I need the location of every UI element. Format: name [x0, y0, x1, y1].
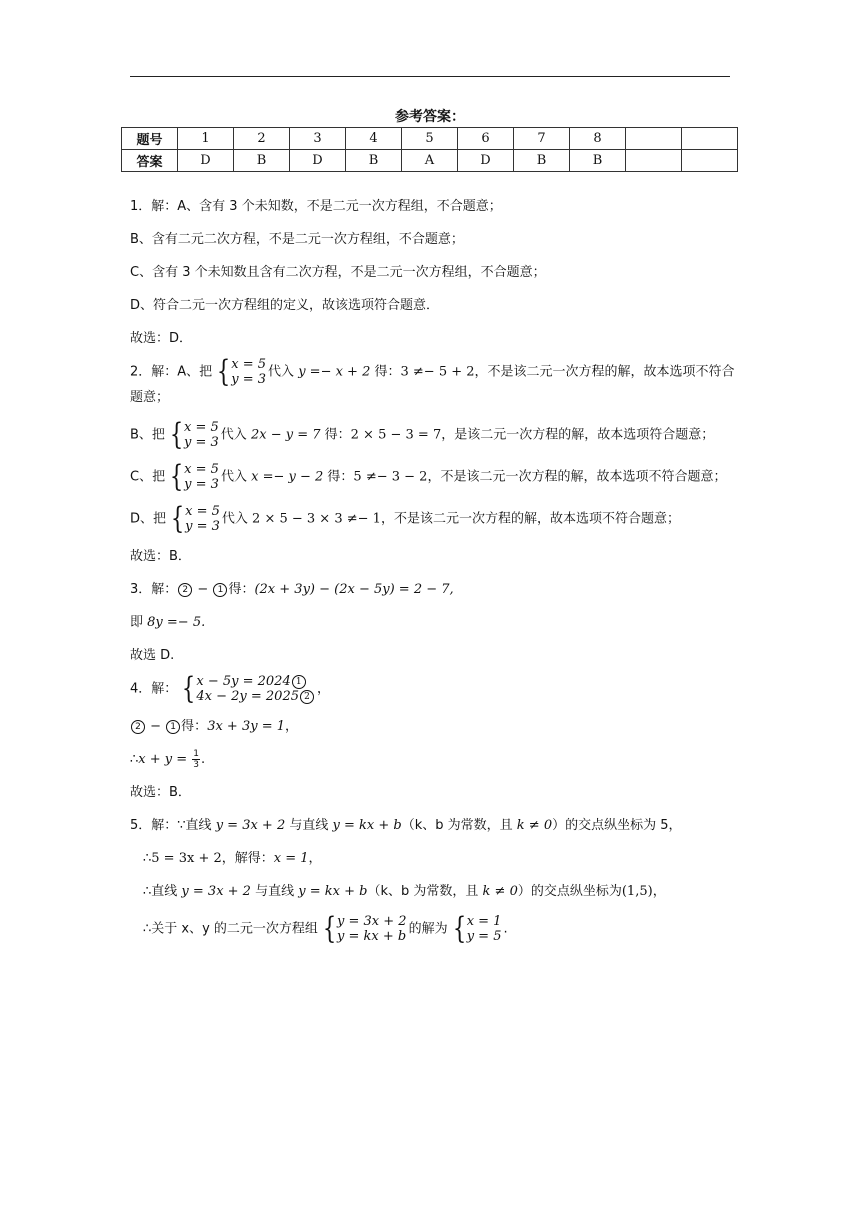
table-cell: 8 — [570, 128, 626, 150]
table-cell: A — [402, 150, 458, 172]
s4-line-1: 4．解： { x − 5y = 2024 1 4x − 2y = 2025 2 ， — [130, 671, 331, 706]
table-cell — [682, 150, 738, 172]
equation-system: { x = 5 y = 3 — [169, 417, 219, 452]
table-cell: D — [178, 150, 234, 172]
row-label-answer: 答案 — [122, 150, 178, 172]
equation-system: { x = 5 y = 3 — [169, 459, 219, 494]
table-cell: D — [458, 150, 514, 172]
s1-line-3: C、含有 3 个未知数且含有二次方程，不是二元一次方程组，不合题意； — [130, 265, 546, 280]
table-cell: B — [570, 150, 626, 172]
row-label-number: 题号 — [122, 128, 178, 150]
table-cell: B — [346, 150, 402, 172]
table-cell: 1 — [178, 128, 234, 150]
table-cell: 7 — [514, 128, 570, 150]
equation-system: { x − 5y = 2024 1 4x − 2y = 2025 2 — [179, 674, 315, 704]
s5-line-2: ∴5 = 3x + 2，解得：x = 1， — [143, 851, 322, 866]
s3-line-1: 3．解： 2 − 1 得：(2x + 3y) − (2x − 5y) = 2 − 7, — [130, 582, 454, 597]
s3-conclusion: 故选 D. — [130, 648, 175, 663]
solutions — [130, 196, 735, 956]
table-cell — [626, 150, 682, 172]
circled-number: 2 — [131, 720, 145, 734]
s2-option-d: D、把 { x = 5 y = 3 代入 2 × 5 − 3 × 3 ≠− 1，不是该二元一次方程的解，故本选项不符合题意； — [130, 501, 680, 536]
s2-option-a: 2．解：A、把 { x = 5 y = 3 代入 y =− x + 2 得：3 ≠− 5 + 2，不是该二元一次方程的解，故本选项不符合题意； — [130, 354, 735, 405]
table-row-numbers — [122, 128, 738, 150]
circled-number: 1 — [166, 720, 180, 734]
table-cell — [626, 128, 682, 150]
s4-conclusion: 故选：B． — [130, 785, 191, 800]
equation-system: { x = 5 y = 3 — [217, 354, 267, 389]
s1-line-4: D、符合二元一次方程组的定义，故该选项符合题意． — [130, 298, 440, 313]
s3-line-2: 即 8y =− 5. — [130, 615, 206, 630]
table-cell — [682, 128, 738, 150]
table-cell: 2 — [234, 128, 290, 150]
s2-conclusion: 故选：B． — [130, 549, 191, 564]
table-cell: B — [234, 150, 290, 172]
table-cell: 4 — [346, 128, 402, 150]
header-rule — [130, 76, 730, 77]
answer-table — [121, 127, 738, 172]
table-cell: 5 — [402, 128, 458, 150]
s2-option-c: C、把 { x = 5 y = 3 代入 x =− y − 2 得：5 ≠− 3 − 2，不是该二元一次方程的解，故本选项不符合题意； — [130, 459, 727, 494]
s5-line-1: 5．解：∵直线 y = 3x + 2 与直线 y = kx + b（k、b 为常数，且 k ≠ 0）的交点纵坐标为 5， — [130, 818, 682, 833]
s1-line-1: 1．解：A、含有 3 个未知数，不是二元一次方程组，不合题意； — [130, 199, 502, 214]
table-cell: D — [290, 150, 346, 172]
s5-line-3: ∴直线 y = 3x + 2 与直线 y = kx + b（k、b 为常数，且 k ≠ 0）的交点纵坐标为(1,5)， — [143, 884, 666, 899]
s5-line-4: ∴关于 x、y 的二元一次方程组 { y = 3x + 2 y = kx + b 的解为 { x = 1 y = 5 . — [143, 911, 508, 946]
equation-system: { y = 3x + 2 y = kx + b — [322, 911, 407, 946]
table-cell: B — [514, 150, 570, 172]
solution-system: { x = 1 y = 5 — [452, 911, 502, 946]
s4-line-3: ∴x + y = $\frac{1}{3}$ . — [130, 749, 206, 770]
circled-number: 2 — [178, 583, 192, 597]
table-cell: 6 — [458, 128, 514, 150]
s4-line-2: 2 − 1 得：3x + 3y = 1， — [130, 716, 735, 737]
table-cell: 3 — [290, 128, 346, 150]
table-row-answers — [122, 150, 738, 172]
circled-number: 1 — [213, 583, 227, 597]
s2-option-b: B、把 { x = 5 y = 3 代入 2x − y = 7 得：2 × 5 − 3 = 7，是该二元一次方程的解，故本选项符合题意； — [130, 417, 715, 452]
s1-line-2: B、含有二元二次方程，不是二元一次方程组，不合题意； — [130, 232, 464, 247]
equation-system: { x = 5 y = 3 — [170, 501, 220, 536]
s1-conclusion: 故选：D． — [130, 331, 193, 346]
page-title: 参考答案： — [395, 109, 465, 125]
fraction: $\frac{1}{3}$ — [193, 749, 200, 770]
